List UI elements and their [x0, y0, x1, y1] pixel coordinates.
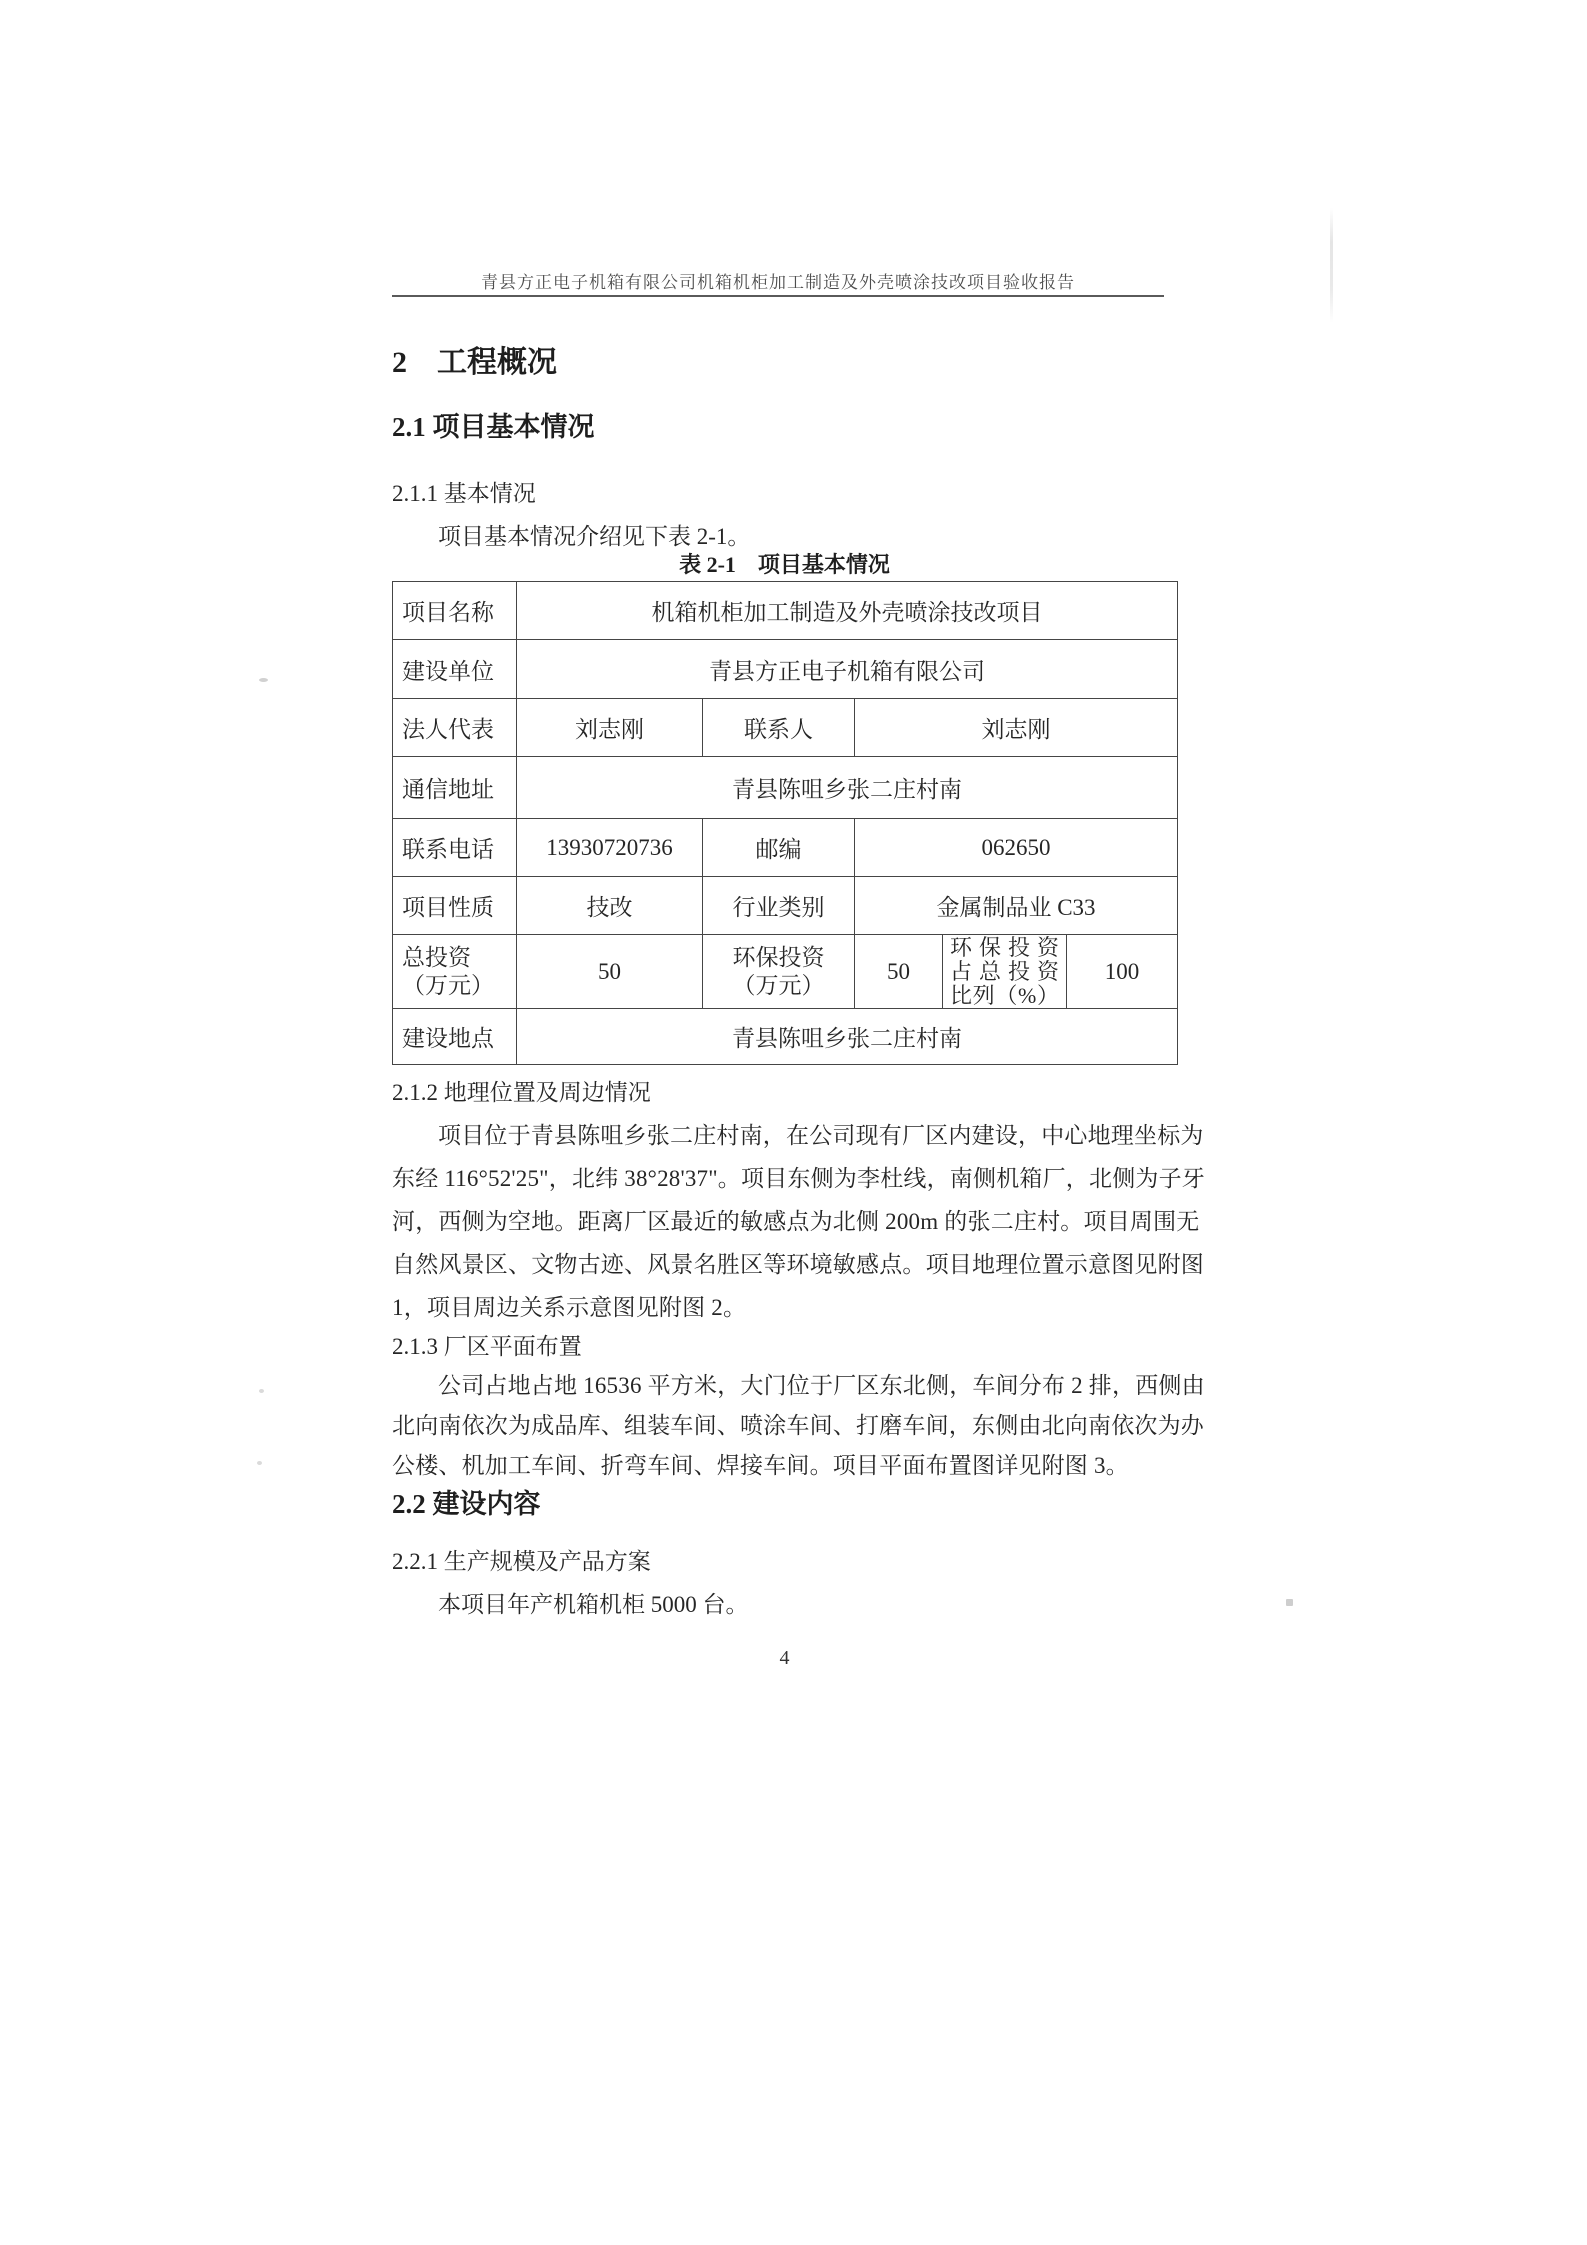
env-invest-value: 50: [855, 935, 943, 1009]
env-invest-label-line1: 环保投资: [732, 944, 825, 970]
section-heading-2-1: 2.1 项目基本情况: [392, 412, 595, 442]
subsection-heading-2-1-3: 2.1.3 厂区平面布置: [392, 1334, 582, 1359]
industry-value: 金属制品业 C33: [855, 877, 1178, 935]
paragraph-line: 公司占地占地 16536 平方米，大门位于厂区东北侧，车间分布 2 排，西侧由: [438, 1373, 1205, 1398]
paragraph-layout: [392, 1366, 1205, 1486]
subsection-heading-2-1-2: 2.1.2 地理位置及周边情况: [392, 1080, 651, 1105]
env-ratio-label-line2: 占 总 投 资: [950, 958, 1059, 984]
basic-info-table: [392, 581, 1178, 1065]
env-ratio-label-line3: 比列（%）: [950, 982, 1059, 1008]
zip-label: 邮编: [703, 819, 855, 877]
nature-value: 技改: [517, 877, 703, 935]
phone-value: 13930720736: [517, 819, 703, 877]
paragraph-line: 项目位于青县陈咀乡张二庄村南，在公司现有厂区内建设，中心地理坐标为: [438, 1123, 1204, 1148]
env-ratio-label: [943, 935, 1067, 1009]
industry-label: 行业类别: [703, 877, 855, 935]
table-row-phone: [393, 819, 1178, 877]
subsection-heading-2-1-1: 2.1.1 基本情况: [392, 481, 536, 506]
total-invest-label-line2: （万元）: [402, 972, 494, 998]
total-invest-value: 50: [517, 935, 703, 1009]
paragraph-line: 1，项目周边关系示意图见附图 2。: [392, 1295, 747, 1320]
table-row-investment: [393, 935, 1178, 1009]
paragraph-capacity: 本项目年产机箱机柜 5000 台。: [438, 1592, 749, 1617]
env-ratio-value: 100: [1067, 935, 1178, 1009]
legal-rep-label: 法人代表: [393, 699, 517, 757]
page-content: [392, 0, 1206, 1670]
table-row-site: [393, 1009, 1178, 1065]
total-invest-label-line1: 总投资: [402, 944, 471, 970]
scan-streak: [1330, 208, 1333, 323]
env-ratio-label-line1: 环 保 投 资: [950, 934, 1059, 960]
env-invest-label-line2: （万元）: [732, 972, 825, 998]
total-invest-label: [393, 935, 517, 1009]
paragraph-line: 河，西侧为空地。距离厂区最近的敏感点为北侧 200m 的张二庄村。项目周围无: [392, 1209, 1200, 1234]
paragraph-line: 公楼、机加工车间、折弯车间、焊接车间。项目平面布置图详见附图 3。: [392, 1453, 1129, 1478]
scan-speck: [257, 1461, 262, 1465]
table-row-nature: [393, 877, 1178, 935]
builder-value: 青县方正电子机箱有限公司: [517, 640, 1178, 699]
subsection-heading-2-2-1: 2.2.1 生产规模及产品方案: [392, 1549, 651, 1574]
scan-speck: [259, 678, 268, 682]
chapter-heading: 2 工程概况: [392, 346, 557, 379]
legal-rep-value: 刘志刚: [517, 699, 703, 757]
section-heading-2-2: 2.2 建设内容: [392, 1489, 541, 1519]
contact-label: 联系人: [703, 699, 855, 757]
nature-label: 项目性质: [393, 877, 517, 935]
running-header: 青县方正电子机箱有限公司机箱机柜加工制造及外壳喷涂技改项目验收报告: [392, 273, 1164, 297]
table-row-builder: [393, 640, 1178, 699]
contact-value: 刘志刚: [855, 699, 1178, 757]
site-label: 建设地点: [393, 1009, 517, 1065]
scan-speck: [259, 1389, 264, 1393]
project-name-label: 项目名称: [393, 582, 517, 640]
zip-value: 062650: [855, 819, 1178, 877]
paragraph-line: 北向南依次为成品库、组装车间、喷涂车间、打磨车间，东侧由北向南依次为办: [392, 1413, 1204, 1438]
paragraph-location: [392, 1114, 1206, 1329]
table-row-project-name: [393, 582, 1178, 640]
page-number: 4: [779, 1647, 790, 1669]
phone-label: 联系电话: [393, 819, 517, 877]
project-name-value: 机箱机柜加工制造及外壳喷涂技改项目: [517, 582, 1178, 640]
table-row-legal-rep: [393, 699, 1178, 757]
address-label: 通信地址: [393, 757, 517, 819]
env-invest-label: [703, 935, 855, 1009]
builder-label: 建设单位: [393, 640, 517, 699]
table-caption: 表 2-1 项目基本情况: [679, 552, 890, 577]
paragraph-line: 东经 116°52'25"，北纬 38°28'37"。项目东侧为李杜线，南侧机箱厂，北侧为子牙: [392, 1166, 1206, 1191]
intro-paragraph: 项目基本情况介绍见下表 2-1。: [438, 524, 751, 549]
scan-speck: [1286, 1599, 1293, 1606]
paragraph-line: 自然风景区、文物古迹、风景名胜区等环境敏感点。项目地理位置示意图见附图: [392, 1252, 1204, 1277]
table-row-address: [393, 757, 1178, 819]
address-value: 青县陈咀乡张二庄村南: [517, 757, 1178, 819]
site-value: 青县陈咀乡张二庄村南: [517, 1009, 1178, 1065]
